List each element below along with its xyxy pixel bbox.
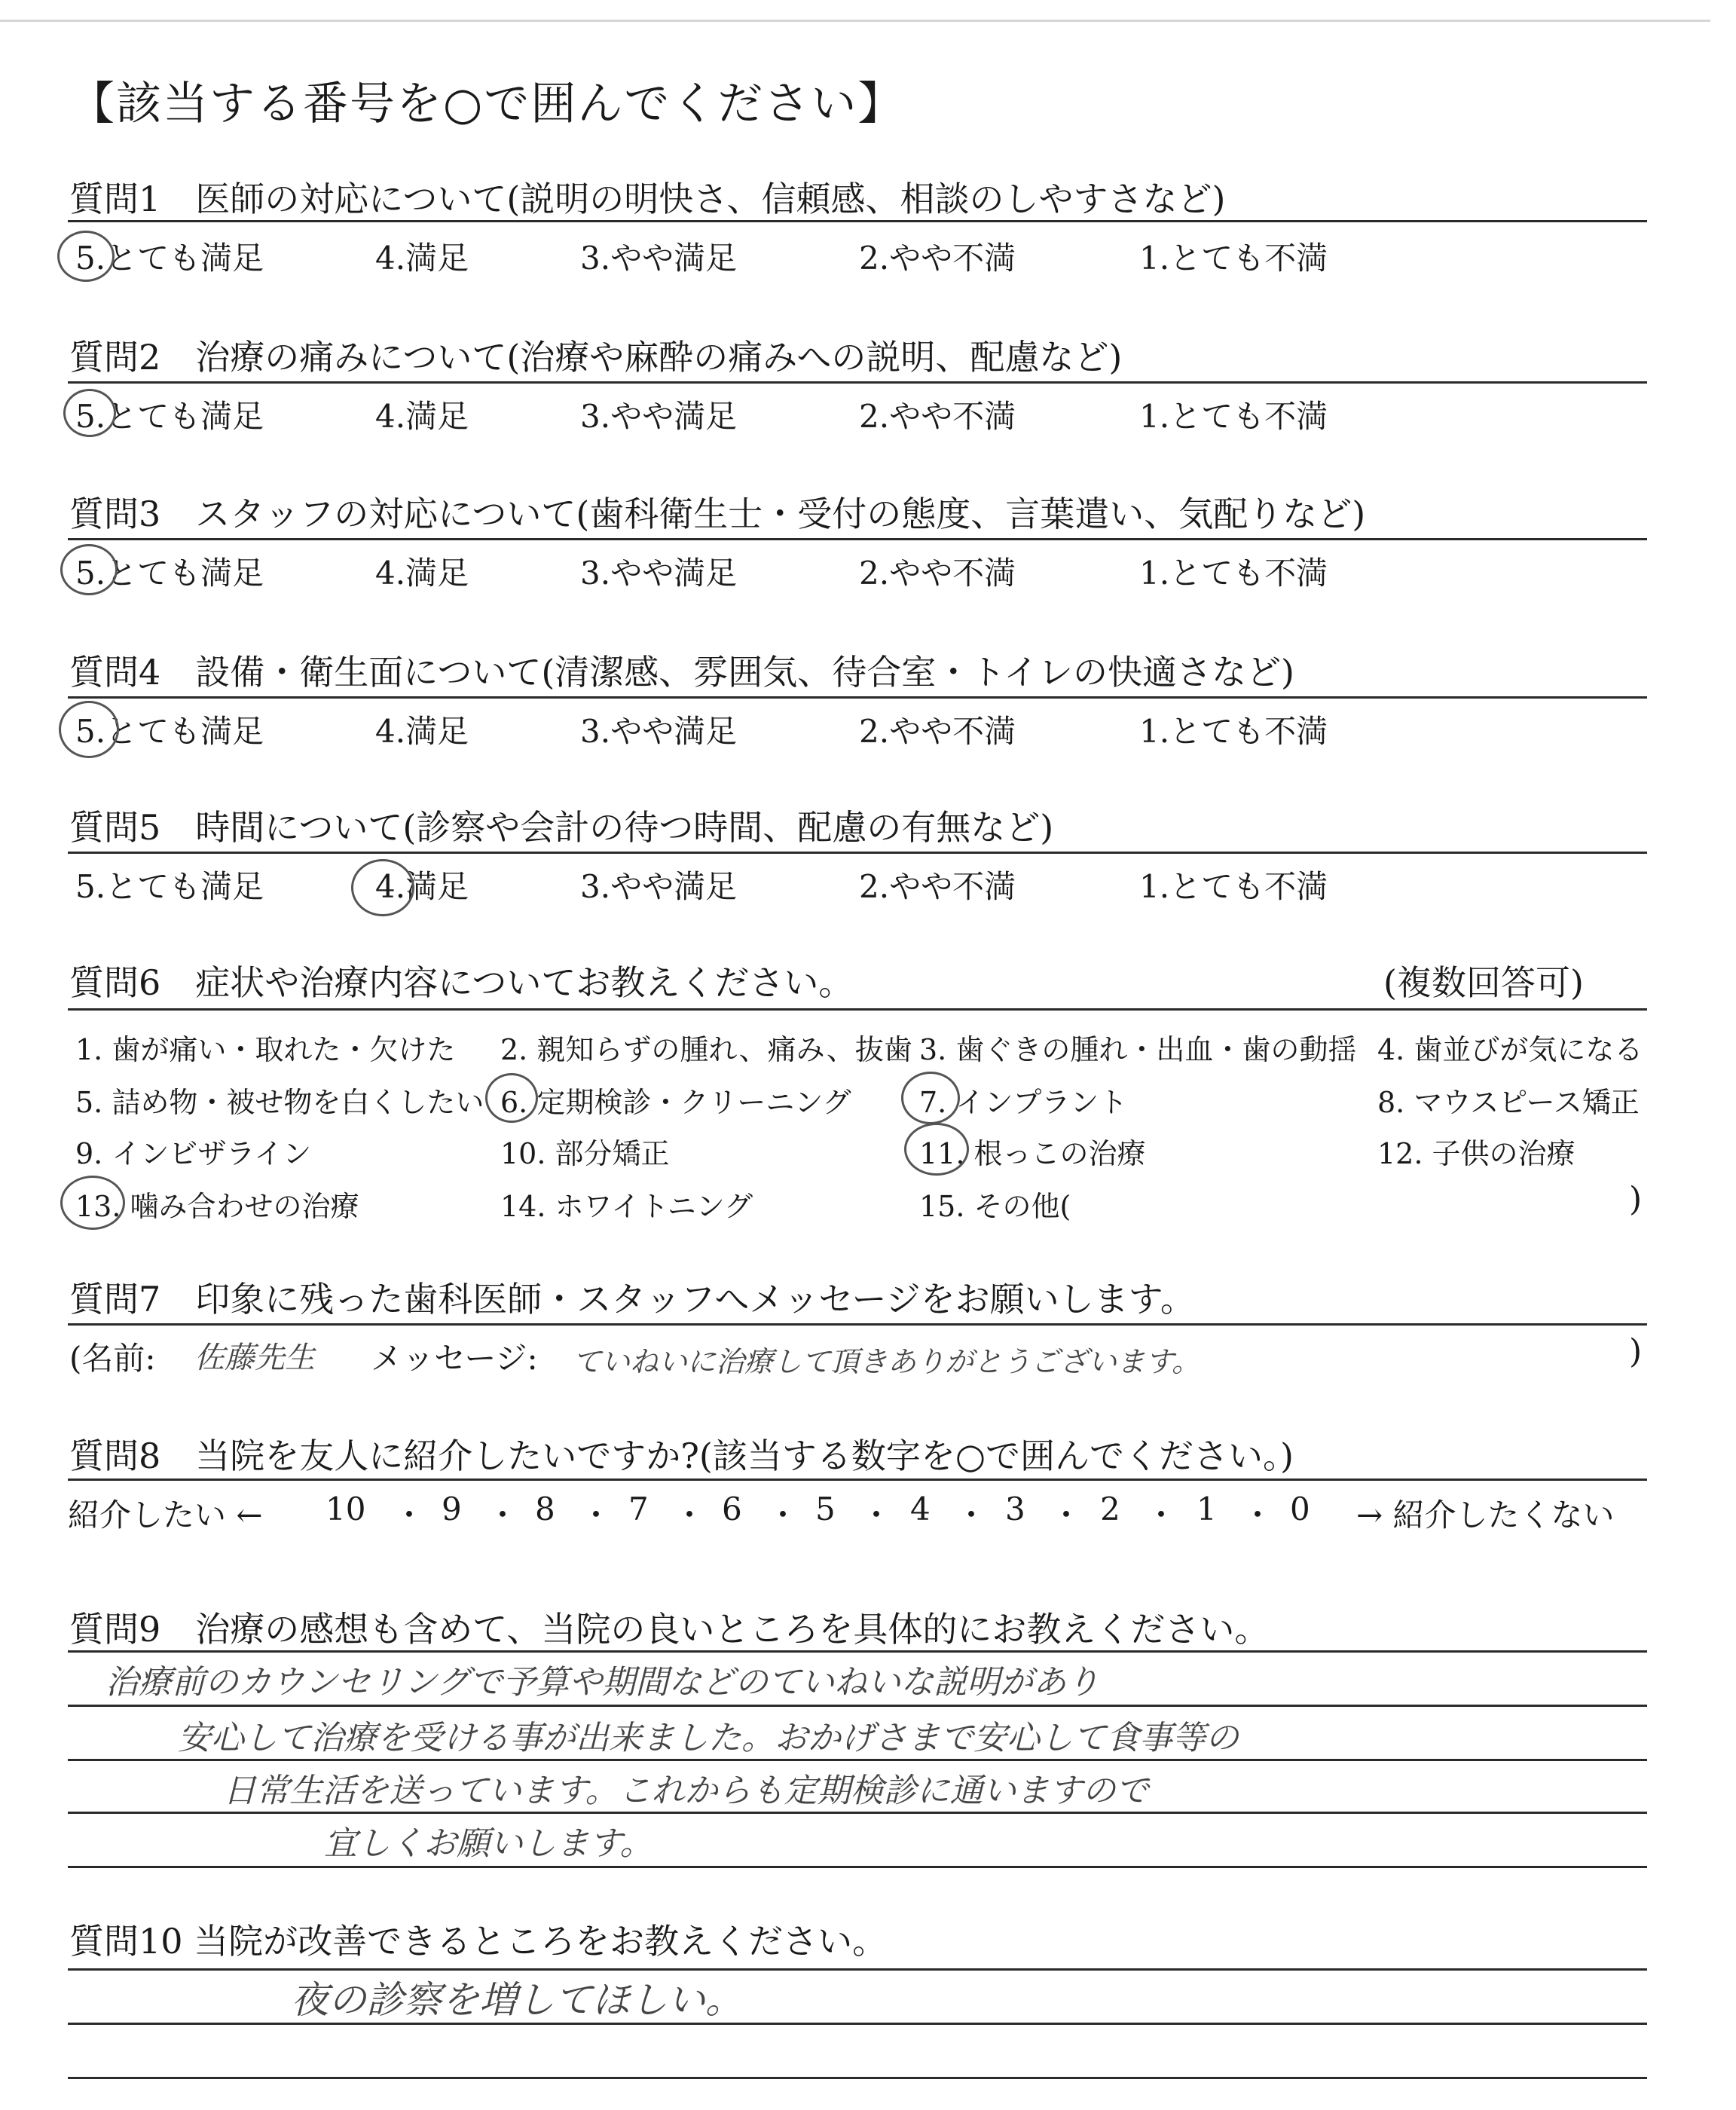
q2-option-2[interactable]: 2.やや不満 [859,398,1016,435]
q6-item-10[interactable]: 10. 部分矯正 [500,1137,670,1170]
q5-option-5[interactable]: 5.とても満足 [75,868,264,905]
q5-heading: 質問5 時間について(診察や会計の待つ時間、配慮の有無など) [69,807,1054,848]
q2-option-3[interactable]: 3.やや満足 [580,398,738,435]
q10-rule-3 [68,2077,1647,2079]
q8-scale-0[interactable]: 0 [1290,1491,1310,1527]
q6-item-4[interactable]: 4. 歯並びが気になる [1377,1033,1643,1066]
q8-separator: ・ [393,1497,426,1534]
q6-multiple-note: (複数回答可) [1383,962,1584,1003]
q6-other-close-paren: ) [1629,1180,1643,1219]
q7-message-value[interactable]: ていねいに治療して頂きありがとうございます。 [573,1345,1200,1378]
q7-name-value[interactable]: 佐藤先生 [194,1341,315,1375]
q9-rule-1 [68,1650,1647,1653]
q4-heading: 質問4 設備・衛生面について(清潔感、雰囲気、待合室・トイレの快適さなど) [69,652,1294,693]
q5-option-3[interactable]: 3.やや満足 [580,868,738,905]
q8-scale-1[interactable]: 1 [1197,1491,1217,1527]
q4-rule [68,696,1647,699]
q6-item-1[interactable]: 1. 歯が痛い・取れた・欠けた [75,1033,456,1066]
q4-option-4[interactable]: 4.満足 [375,713,469,750]
q6-heading: 質問6 症状や治療内容についてお教えください。 [69,962,854,1003]
q8-scale-2[interactable]: 2 [1100,1491,1120,1527]
q6-selection-circle-7 [901,1072,960,1124]
q7-name-label: (名前: [69,1340,156,1377]
page-title: 【該当する番号を○で囲んでください】 [69,78,905,130]
q1-option-5[interactable]: 5.とても満足 [75,240,264,277]
q3-selection-circle [60,544,118,595]
q4-option-1[interactable]: 1.とても不満 [1139,713,1328,750]
q8-rule [68,1479,1647,1481]
q4-selection-circle [59,701,119,758]
q8-separator: ・ [955,1497,988,1534]
top-edge-line [0,20,1710,22]
q8-separator: ・ [1050,1497,1083,1534]
q2-heading: 質問2 治療の痛みについて(治療や麻酔の痛みへの説明、配慮など) [69,337,1123,378]
q6-item-8[interactable]: 8. マウスピース矯正 [1377,1086,1640,1119]
q9-rule-3 [68,1759,1647,1761]
q9-rule-4 [68,1812,1647,1814]
q8-scale-9[interactable]: 9 [442,1491,462,1527]
q3-option-1[interactable]: 1.とても不満 [1139,555,1328,592]
q6-rule [68,1008,1647,1011]
q8-separator: ・ [674,1497,706,1534]
q6-item-3[interactable]: 3. 歯ぐきの腫れ・出血・歯の動揺 [919,1033,1357,1066]
q3-option-4[interactable]: 4.満足 [375,555,469,592]
q9-answer-line-2: 安心して治療を受ける事が出来ました。おかげさまで安心して食事等の [178,1719,1239,1757]
q1-option-1[interactable]: 1.とても不満 [1139,240,1328,277]
q9-answer-line-4: 宜しくお願いします。 [324,1824,653,1863]
q3-heading: 質問3 スタッフの対応について(歯科衛生士・受付の態度、言葉遣い、気配りなど) [69,494,1366,534]
q5-option-2[interactable]: 2.やや不満 [859,868,1016,905]
q7-heading: 質問7 印象に残った歯科医師・スタッフへメッセージをお願いします。 [69,1279,1195,1320]
q6-item-6[interactable]: 6. 定期検診・クリーニング [500,1086,851,1119]
q8-right-label: → 紹介したくない [1356,1497,1615,1534]
q6-selection-circle-11 [904,1123,969,1176]
q4-option-3[interactable]: 3.やや満足 [580,713,738,750]
q8-scale-5[interactable]: 5 [815,1491,836,1527]
q3-option-5[interactable]: 5.とても満足 [75,555,264,592]
q1-option-3[interactable]: 3.やや満足 [580,240,738,277]
q9-answer-line-1: 治療前のカウンセリングで予算や期間などのていねいな説明があり [105,1663,1100,1702]
q2-option-1[interactable]: 1.とても不満 [1139,398,1328,435]
q1-option-4[interactable]: 4.満足 [375,240,469,277]
q6-item-14[interactable]: 14. ホワイトニング [500,1190,753,1223]
q10-answer-line-1[interactable]: 夜の診察を増してほしい。 [291,1978,743,2022]
q6-item-11[interactable]: 11. 根っこの治療 [919,1137,1146,1170]
q7-rule [68,1323,1647,1326]
q5-selection-circle [351,859,414,916]
q8-left-label: 紹介したい ← [68,1497,263,1534]
q8-scale-7[interactable]: 7 [628,1491,649,1527]
q1-selection-circle [57,231,115,282]
q6-selection-circle-13 [60,1176,125,1230]
q8-separator: ・ [1145,1497,1178,1534]
q3-option-2[interactable]: 2.やや不満 [859,555,1016,592]
q6-item-13[interactable]: 13. 噛み合わせの治療 [75,1190,359,1223]
q3-rule [68,538,1647,540]
q2-option-4[interactable]: 4.満足 [375,398,469,435]
q9-rule-5 [68,1866,1647,1868]
q4-option-5[interactable]: 5.とても満足 [75,713,264,750]
q8-separator: ・ [487,1497,519,1534]
q1-rule [68,220,1647,222]
q9-answer-line-3: 日常生活を送っています。これからも定期検診に通いますので [223,1772,1149,1810]
q6-item-12[interactable]: 12. 子供の治療 [1377,1137,1576,1170]
q8-scale-4[interactable]: 4 [910,1491,931,1527]
q1-option-2[interactable]: 2.やや不満 [859,240,1016,277]
q4-option-2[interactable]: 2.やや不満 [859,713,1016,750]
q9-heading: 質問9 治療の感想も含めて、当院の良いところを具体的にお教えください。 [69,1609,1270,1650]
q2-rule [68,381,1647,384]
q8-separator: ・ [767,1497,799,1534]
q10-heading: 質問10 当院が改善できるところをお教えください。 [69,1921,888,1962]
q6-item-5[interactable]: 5. 詰め物・被せ物を白くしたい [75,1086,484,1119]
q8-scale-3[interactable]: 3 [1005,1491,1025,1527]
q5-option-1[interactable]: 1.とても不満 [1139,868,1328,905]
q6-item-2[interactable]: 2. 親知らずの腫れ、痛み、抜歯 [500,1033,912,1066]
q1-heading: 質問1 医師の対応について(説明の明快さ、信頼感、相談のしやすさなど) [69,179,1226,219]
q8-separator: ・ [860,1497,893,1534]
q6-item-7[interactable]: 7. インプラント [919,1086,1128,1119]
q7-message-label: メッセージ: [371,1340,538,1377]
q8-scale-10[interactable]: 10 [326,1491,366,1527]
q6-selection-circle-6 [485,1073,538,1123]
q6-item-9[interactable]: 9. インビザライン [75,1137,312,1170]
q5-option-4[interactable]: 4.満足 [375,868,469,905]
q7-close-paren: ) [1629,1332,1643,1371]
q2-option-5[interactable]: 5.とても満足 [75,398,264,435]
q5-rule [68,852,1647,854]
q8-separator: ・ [1242,1497,1274,1534]
q3-option-3[interactable]: 3.やや満足 [580,555,738,592]
q8-scale-8[interactable]: 8 [535,1491,555,1527]
q8-heading: 質問8 当院を友人に紹介したいですか?(該当する数字を○で囲んでください。) [69,1436,1294,1476]
q2-selection-circle [63,389,116,437]
q8-separator: ・ [580,1497,613,1534]
q6-item-15[interactable]: 15. その他( [919,1190,1071,1223]
q8-scale-6[interactable]: 6 [722,1491,742,1527]
q9-rule-2 [68,1705,1647,1707]
